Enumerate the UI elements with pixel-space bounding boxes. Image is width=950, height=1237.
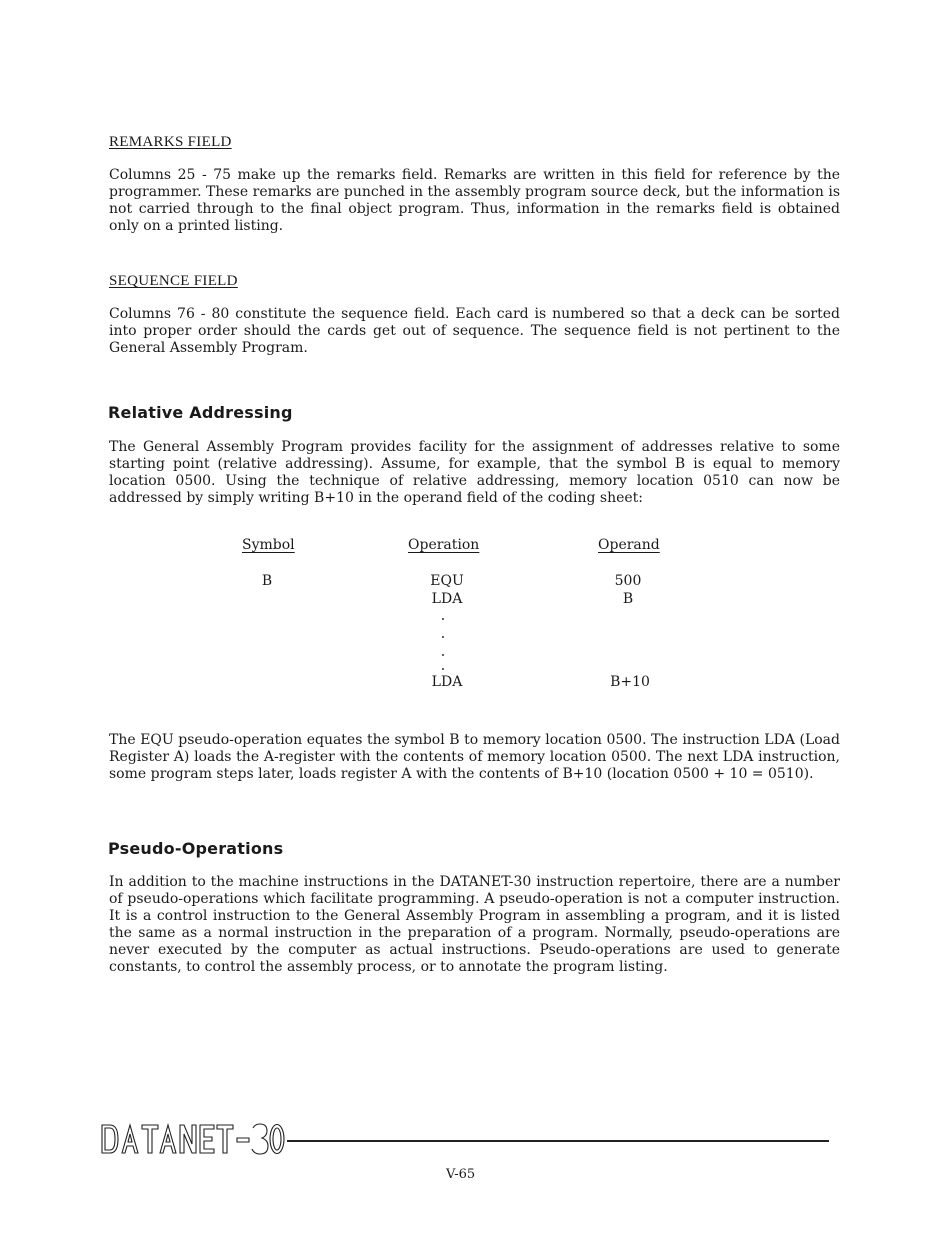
table-cell-operation-row1: EQU — [430, 573, 464, 589]
footer-rule — [287, 1140, 829, 1142]
table-cell-operand-row1: 500 — [614, 573, 642, 589]
column-header-operand: Operand — [598, 537, 660, 553]
equ-explanation-paragraph: The EQU pseudo-operation equates the symbol B to memory location 0500. The instruction LDA (Load Register A) loads the A-register with the contents of memory location 0500. The next LDA instruction, some program steps later, loads register A with the contents of B+10 (location 0500 + 10 = 0510). — [109, 732, 840, 782]
table-cell-operation-row2: LDA — [431, 591, 463, 607]
table-cell-operand-row3: B+10 — [610, 674, 650, 690]
table-cell-operation-row3: LDA — [431, 674, 463, 690]
ellipsis-dot — [442, 618, 444, 620]
ellipsis-dot — [442, 668, 444, 670]
pseudo-operations-heading: Pseudo-Operations — [108, 839, 284, 858]
remarks-field-paragraph: Columns 25 - 75 make up the remarks field. Remarks are written in this field for reference by the programmer. These remarks are punched in the assembly program source deck, but the information is not carried through to the final object program. Thus, information in the remarks field is obtained only on a printed listing. — [109, 167, 840, 234]
ellipsis-dot — [442, 654, 444, 656]
table-cell-operand-row2: B — [622, 591, 634, 607]
sequence-field-paragraph: Columns 76 - 80 constitute the sequence field. Each card is numbered so that a deck can be sorted into proper order should the cards get out of sequence. The sequence field is not pertinent to the General Assembly Program. — [109, 306, 840, 356]
column-header-operation: Operation — [408, 537, 480, 553]
sequence-field-heading: SEQUENCE FIELD — [109, 273, 238, 289]
table-cell-symbol-row1: B — [261, 573, 273, 589]
datanet-30-logo — [100, 1122, 286, 1156]
ellipsis-dot — [442, 636, 444, 638]
remarks-field-heading: REMARKS FIELD — [109, 134, 232, 150]
page-number: V-65 — [446, 1167, 476, 1182]
relative-addressing-heading: Relative Addressing — [108, 403, 293, 422]
column-header-symbol: Symbol — [242, 537, 295, 553]
pseudo-operations-paragraph: In addition to the machine instructions in the DATANET-30 instruction repertoire, there are a number of pseudo-operations which facilitate programming. A pseudo-operation is not a computer instruction. It is a control instruction to the General Assembly Program in assembling a program, and it is listed the same as a normal instruction in the preparation of a program. Normally, pseudo-operations are never executed by the computer as actual instructions. Pseudo-operations are used to generate constants, to control the assembly process, or to annotate the program listing. — [109, 874, 840, 975]
relative-addressing-paragraph: The General Assembly Program provides facility for the assignment of addresses relative to some starting point (relative addressing). Assume, for example, that the symbol B is equal to memory location 0500. Using the technique of relative addressing, memory location 0510 can now be addressed by simply writing B+10 in the operand field of the coding sheet: — [109, 439, 840, 506]
